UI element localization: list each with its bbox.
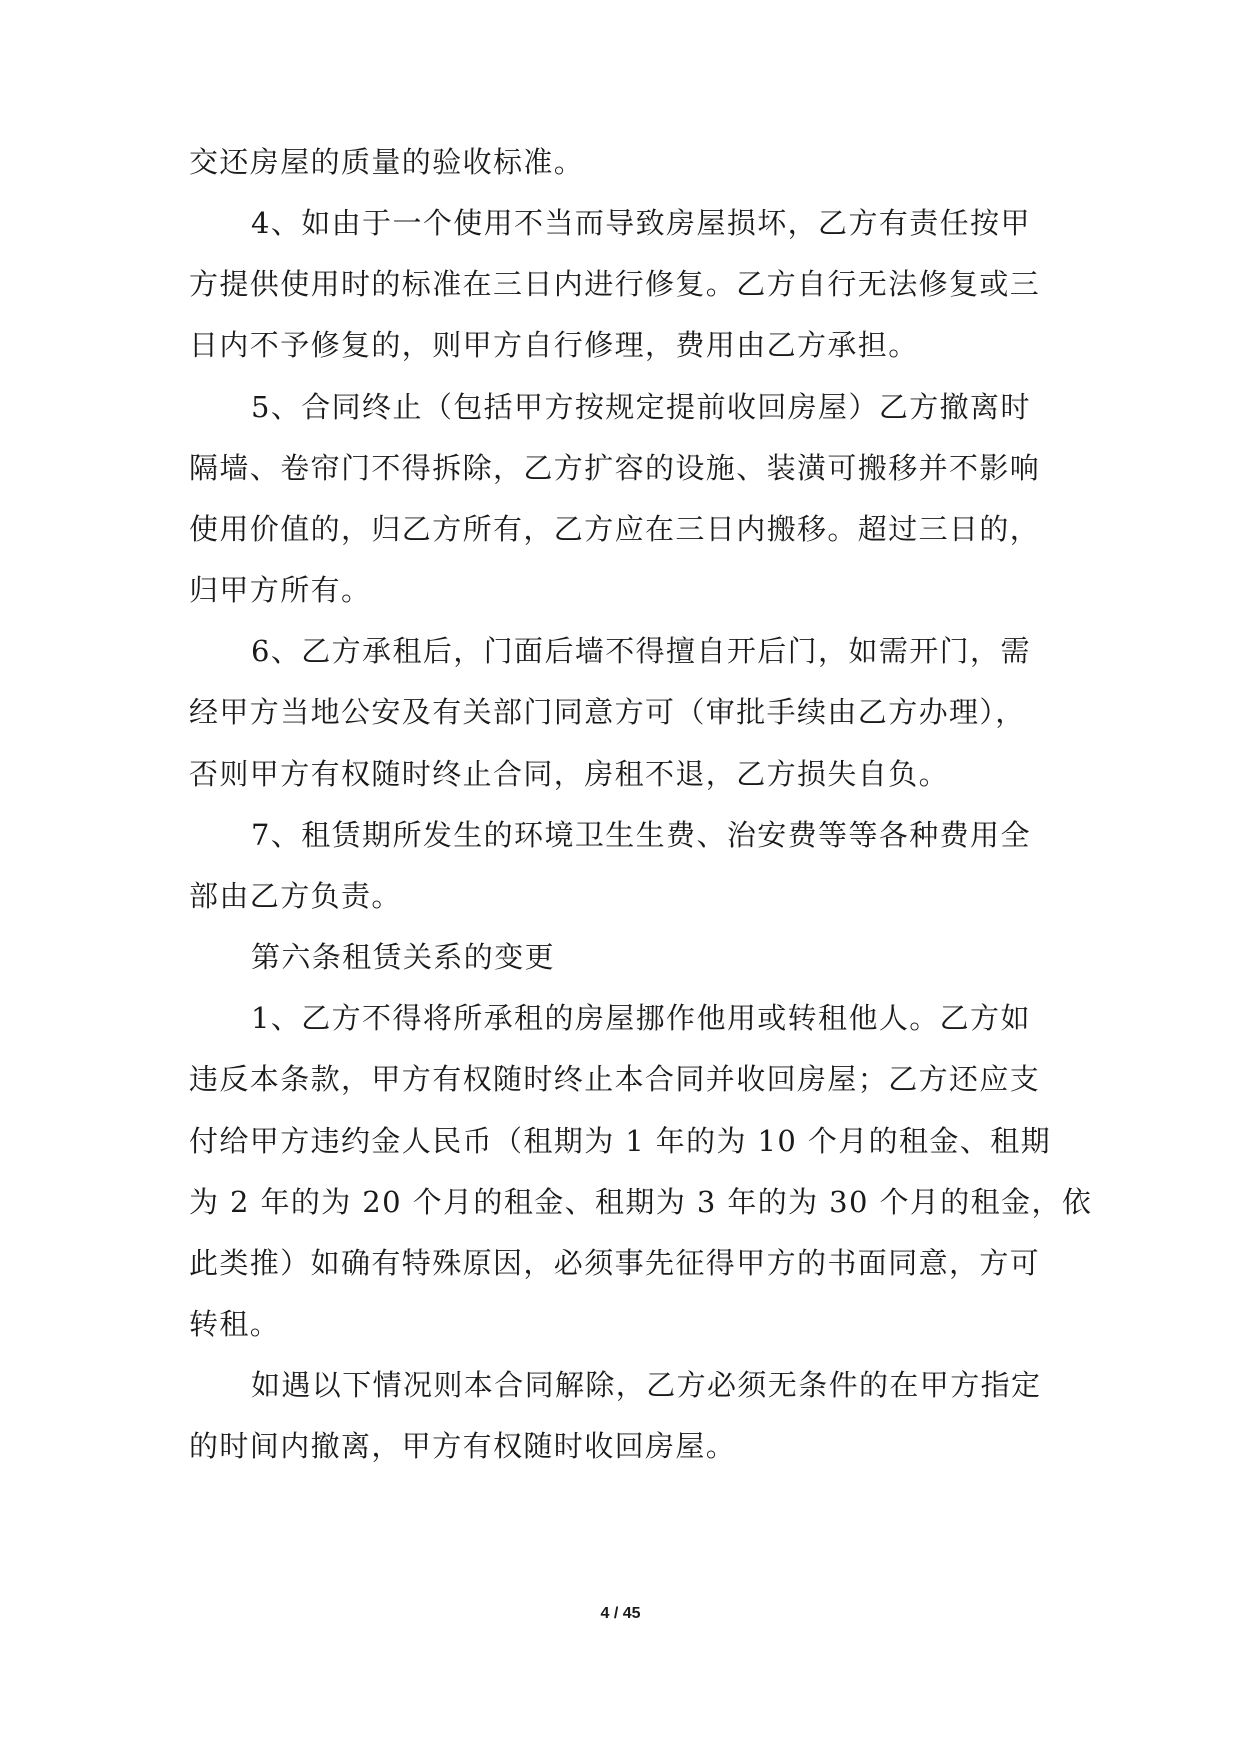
text-line: 方提供使用时的标准在三日内进行修复。乙方自行无法修复或三 [189,267,1041,301]
text-line: 此类推）如确有特殊原因，必须事先征得甲方的书面同意，方可 [189,1246,1041,1280]
text-line: 4、如由于一个使用不当而导致房屋损坏，乙方有责任按甲 [251,206,1031,240]
text-line: 如遇以下情况则本合同解除，乙方必须无条件的在甲方指定 [251,1368,1042,1402]
text-line: 6、乙方承租后，门面后墙不得擅自开后门，如需开门，需 [251,634,1031,668]
text-line: 日内不予修复的，则甲方自行修理，费用由乙方承担。 [189,328,919,362]
text-line: 1、乙方不得将所承租的房屋挪作他用或转租他人。乙方如 [251,1001,1031,1035]
text-line: 否则甲方有权随时终止合同，房租不退，乙方损失自负。 [189,757,950,791]
text-line: 7、租赁期所发生的环境卫生生费、治安费等等各种费用全 [251,818,1031,852]
text-line: 5、合同终止（包括甲方按规定提前收回房屋）乙方撤离时 [251,390,1031,424]
text-line: 的时间内撤离，甲方有权随时收回房屋。 [189,1429,737,1463]
text-line: 经甲方当地公安及有关部门同意方可（审批手续由乙方办理）， [189,695,1026,729]
text-line: 部由乙方负责。 [189,879,402,913]
text-line: 隔墙、卷帘门不得拆除，乙方扩容的设施、装潢可搬移并不影响 [189,451,1041,485]
text-line: 归甲方所有。 [189,573,372,607]
text-line: 付给甲方违约金人民币（租期为 1 年的为 10 个月的租金、租期 [189,1124,1052,1158]
section-heading: 第六条租赁关系的变更 [251,940,556,974]
text-line: 为 2 年的为 20 个月的租金、租期为 3 年的为 30 个月的租金，依 [189,1185,1093,1219]
text-line: 转租。 [189,1307,281,1341]
page-number: 4 / 45 [600,1605,641,1622]
text-line: 违反本条款，甲方有权随时终止本合同并收回房屋；乙方还应支 [189,1062,1041,1096]
text-line: 使用价值的，归乙方所有，乙方应在三日内搬移。超过三日的， [189,512,1041,546]
text-line: 交还房屋的质量的验收标准。 [189,145,585,179]
